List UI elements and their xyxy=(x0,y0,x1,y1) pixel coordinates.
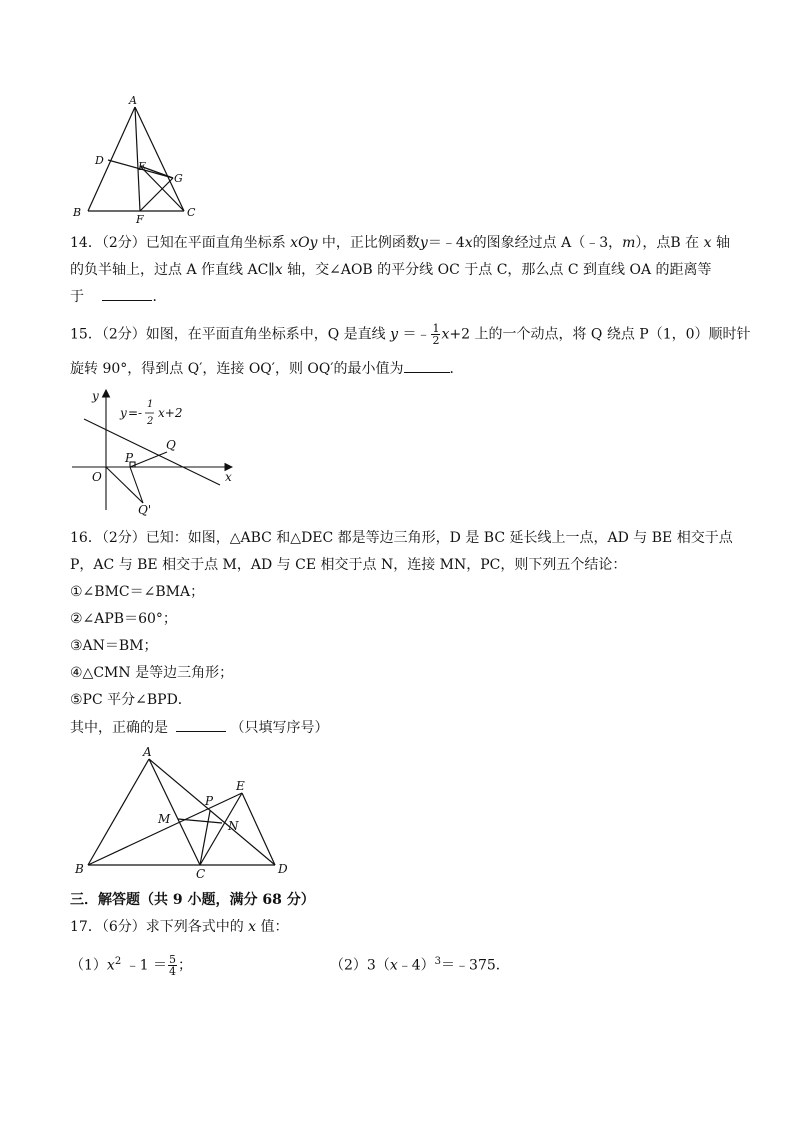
answer-blank-14[interactable] xyxy=(102,300,152,301)
segment-AC xyxy=(135,107,184,211)
q14-var: x xyxy=(274,262,283,278)
q14-text: 的负半轴上，过点 A 作直线 AC∥ xyxy=(70,262,275,278)
q14-var: y xyxy=(419,235,428,251)
label-B: B xyxy=(75,862,84,876)
line-graph xyxy=(84,419,220,485)
q17-text: （2）3（ xyxy=(330,957,390,974)
q14-var: x xyxy=(703,235,712,251)
q17-text: 值： xyxy=(256,919,289,935)
q14-line-2 xyxy=(70,260,712,280)
q15-line-1 xyxy=(70,323,751,346)
label-N: N xyxy=(228,819,239,833)
q15-text: 15．（2分）如图，在平面直角坐标系中，Q 是直线 xyxy=(70,326,391,343)
q17-text: 17．（6分）求下列各式中的 xyxy=(70,919,249,935)
q16-line-2: P，AC 与 BE 相交于点 M，AD 与 CE 相交于点 N，连接 MN，PC，则下列五个结论： xyxy=(70,557,627,573)
label-Q: Q xyxy=(166,438,176,452)
label-x: x xyxy=(225,470,232,484)
label-C: C xyxy=(187,206,196,219)
segment-AC xyxy=(149,759,200,865)
q17-text: ﹣4） xyxy=(397,957,435,974)
eq-den: 2 xyxy=(147,416,154,427)
q16-text: 其中，正确的是 xyxy=(70,720,168,736)
q16-conclusion-1: ①∠BMC＝∠BMA； xyxy=(70,584,205,600)
q14-line-3 xyxy=(70,287,166,307)
q14-text: ＝﹣4 xyxy=(427,235,465,251)
q15-var: y xyxy=(390,326,399,343)
exponent: 3 xyxy=(434,956,442,967)
label-F: F xyxy=(136,213,144,224)
fraction-one-half xyxy=(431,323,440,346)
q16-conclusion-5: ⑤PC 平分∠BPD． xyxy=(70,692,192,708)
q14-var: m xyxy=(622,235,636,251)
q14-text: 于 xyxy=(70,289,84,305)
segment-BE xyxy=(88,793,242,865)
q14-text: 轴，交∠AOB 的平分线 OC 于点 C，那么点 C 到直线 OA 的距离等 xyxy=(282,262,712,278)
label-Qprime: Q' xyxy=(138,503,152,517)
label-y: y xyxy=(92,389,99,403)
q14-var: xOy xyxy=(290,235,318,251)
q14-text: 轴 xyxy=(711,235,730,251)
q15-text: ＝﹣ xyxy=(398,326,431,343)
label-O: O xyxy=(92,470,102,484)
fraction-numerator: 1 xyxy=(432,322,440,335)
q15-line-2 xyxy=(70,359,464,379)
q17-text: ﹣1 ＝ xyxy=(121,957,168,974)
q17-part-1 xyxy=(70,952,192,977)
fraction-denominator: 2 xyxy=(432,334,440,347)
q14-text: ），点B 在 xyxy=(635,235,704,251)
fraction-five-quarters xyxy=(168,954,177,977)
q14-line-1 xyxy=(70,233,730,253)
q14-text: 中，正比例函数 xyxy=(317,235,420,251)
segment-PQ xyxy=(130,452,167,467)
q14-text: 14．（2分）已知在平面直角坐标系 xyxy=(70,235,291,251)
q15-text: ． xyxy=(449,361,464,377)
label-G: G xyxy=(174,172,183,185)
label-E: E xyxy=(236,779,245,793)
q16-text: （只填写序号） xyxy=(230,720,329,736)
exponent: 2 xyxy=(114,956,122,967)
segment-AB xyxy=(88,759,149,865)
q17-var: x xyxy=(106,957,115,974)
q16-conclusion-4: ④△CMN 是等边三角形； xyxy=(70,665,234,681)
eq-eq: =- xyxy=(128,406,143,420)
eq-rest: x+2 xyxy=(158,406,183,420)
q14-var: x xyxy=(464,235,473,251)
label-A: A xyxy=(143,745,152,759)
q15-var: x xyxy=(441,326,450,343)
label-A: A xyxy=(129,94,137,107)
q16-line-1: 16．（2分）已知：如图，△ABC 和△DEC 都是等边三角形，D 是 BC 延长线上一点，AD 与 BE 相交于点 xyxy=(70,530,733,546)
fraction-denominator: 4 xyxy=(169,965,177,979)
q14-text: 的图象经过点 A（﹣3， xyxy=(472,235,623,251)
segment-OQprime xyxy=(106,467,143,503)
label-D: D xyxy=(278,862,288,876)
label-M: M xyxy=(158,812,171,826)
q17-text: ； xyxy=(178,957,193,974)
q17-text: ＝﹣375． xyxy=(441,957,510,974)
q15-text: +2 上的一个动点，将 Q 绕点 P（1，0）顺时针 xyxy=(449,326,751,343)
segment-AF xyxy=(135,107,140,211)
q17-part-2 xyxy=(330,952,510,976)
q16-conclusion-2: ②∠APB＝60°； xyxy=(70,611,177,627)
label-P: P xyxy=(205,794,214,808)
q14-text: ． xyxy=(152,289,167,305)
coordinate-figure-15 xyxy=(70,385,240,520)
fraction-numerator: 5 xyxy=(169,953,177,967)
triangle-figure-13 xyxy=(70,92,210,224)
segment-ED xyxy=(242,793,275,865)
answer-blank-16[interactable] xyxy=(176,731,226,732)
eq-y: y xyxy=(120,406,127,420)
label-P: P xyxy=(125,451,134,465)
q16-ask xyxy=(70,718,328,738)
eq-num: 1 xyxy=(147,399,154,410)
q17-line-1 xyxy=(70,917,289,937)
q16-conclusion-3: ③AN＝BM； xyxy=(70,638,158,654)
label-E: E xyxy=(138,160,147,173)
answer-blank-15[interactable] xyxy=(404,372,450,373)
segment-PQprime xyxy=(130,467,143,503)
label-B: B xyxy=(73,206,82,219)
label-D: D xyxy=(95,154,104,167)
section-3-title: 三．解答题（共 9 小题，满分 68 分） xyxy=(70,892,315,908)
segment-MN xyxy=(178,819,222,823)
q15-text: 旋转 90°，得到点 Q′，连接 OQ′，则 OQ′的最小值为 xyxy=(70,361,404,377)
label-C: C xyxy=(196,867,206,880)
triangle-figure-16 xyxy=(70,745,295,880)
q17-var: x xyxy=(389,957,398,974)
q17-var: x xyxy=(248,919,257,935)
q17-text: （1） xyxy=(70,957,107,974)
